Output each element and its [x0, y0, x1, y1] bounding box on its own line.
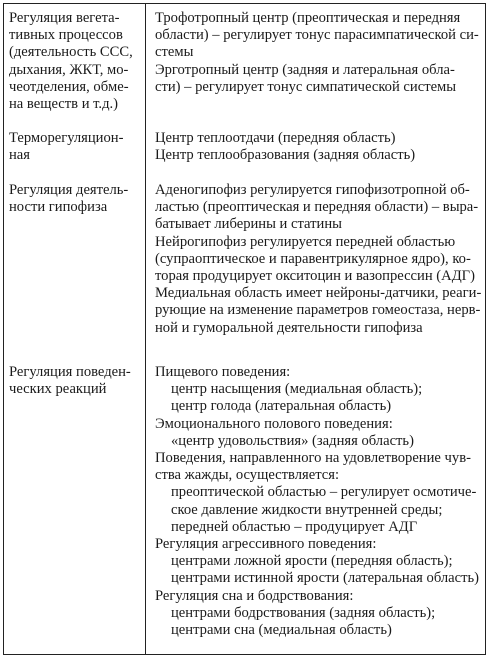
description-cell: [146, 364, 487, 639]
cell-line: дыхания, ЖКТ, мо-: [9, 61, 129, 78]
cell-line: ной и гуморальной деятельности гипофиза: [155, 319, 423, 336]
cell-line: ское давление жидкости внутренней среды;: [171, 501, 443, 518]
cell-line: Регуляция сна и бодрствования:: [155, 587, 354, 604]
cell-line: ства жажды, осуществляется:: [155, 467, 339, 484]
cell-line: стемы: [155, 44, 194, 61]
cell-line: преоптической областью – регулирует осмотиче-: [171, 484, 477, 501]
cell-line: передней областью – продуцирует АДГ: [171, 518, 418, 535]
cell-line: торая продуцирует окситоцин и вазопрессин (АДГ): [155, 268, 475, 285]
cell-line: (деятельность ССС,: [9, 44, 133, 61]
cell-line: ластью (преоптическая и передняя области) – выра-: [155, 199, 479, 216]
cell-line: батывает либерины и статины: [155, 216, 342, 233]
function-cell: [4, 182, 145, 216]
cell-line: Нейрогипофиз регулируется передней областью: [155, 233, 456, 250]
cell-line: рующие на изменение параметров гомеостаза, нерв-: [155, 302, 481, 319]
description-cell: [146, 130, 487, 164]
description-cell: [146, 10, 487, 96]
cell-line: ная: [9, 147, 30, 164]
cell-line: Центр теплоотдачи (передняя область): [155, 130, 396, 146]
cell-line: центр голода (латеральная область): [171, 398, 392, 415]
function-cell: [4, 10, 145, 113]
function-cell: [4, 130, 145, 164]
cell-line: ности гипофиза: [9, 199, 108, 216]
cell-line: Регуляция агрессивного поведения:: [155, 536, 377, 553]
cell-line: Эмоционального полового поведения:: [155, 415, 393, 432]
cell-line: Пищевого поведения:: [155, 364, 291, 380]
cell-line: Поведения, направленного на удовлетворение чув-: [155, 450, 471, 467]
cell-line: Трофотропный центр (преоптическая и передняя: [155, 10, 461, 26]
cell-line: центрами истинной ярости (латеральная область): [171, 570, 480, 587]
cell-line: Регуляция поведен-: [9, 364, 131, 380]
cell-line: Терморегуляцион-: [9, 130, 124, 146]
cell-line: чеотделения, обме-: [9, 78, 129, 95]
cell-line: центрами ложной ярости (передняя область);: [171, 553, 453, 570]
cell-line: центрами бодрствования (задняя область);: [171, 604, 436, 621]
cell-line: на веществ и т.д.): [9, 96, 119, 113]
cell-line: Эрготропный центр (задняя и латеральная обла-: [155, 61, 455, 78]
cell-line: (супраоптическое и паравентрикулярное ядро), ко-: [155, 250, 471, 267]
function-cell: [4, 364, 145, 398]
cell-line: ческих реакций: [9, 381, 107, 398]
cell-line: тивных процессов: [9, 27, 123, 44]
cell-line: «центр удовольствия» (задняя область): [171, 432, 414, 449]
cell-line: центрами сна (медиальная область): [171, 622, 392, 639]
cell-line: Медиальная область имеет нейроны-датчики, реаги-: [155, 285, 482, 302]
description-cell: [146, 182, 487, 337]
cell-line: Регуляция вегета-: [9, 10, 120, 26]
hypothalamus-functions-table: [3, 3, 486, 655]
cell-line: Аденогипофиз регулируется гипофизотропной об-: [155, 182, 470, 198]
cell-line: Центр теплообразования (задняя область): [155, 147, 416, 164]
cell-line: сти) – регулирует тонус симпатической системы: [155, 78, 457, 95]
cell-line: центр насыщения (медиальная область);: [171, 381, 423, 398]
cell-line: Регуляция деятель-: [9, 182, 129, 198]
cell-line: области) – регулирует тонус парасимпатической си-: [155, 27, 479, 44]
